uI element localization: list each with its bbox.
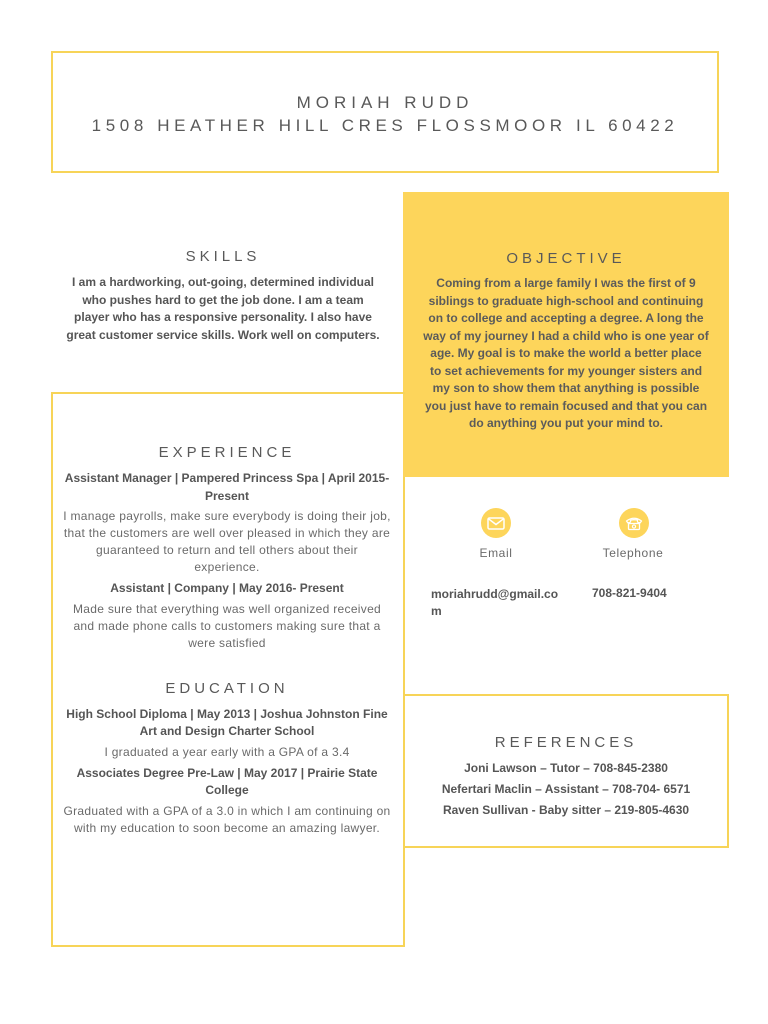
education-heading: High School Diploma | May 2013 | Joshua Johnston Fine Art and Design Charter School [66,706,388,738]
skills-text: I am a hardworking, out-going, determined individual who pushes hard to get the job done. I am a team player who has a responsive personality. I also have great customer service skills. Work well on computers. [66,275,380,342]
skills-section [64,248,382,344]
experience-heading: Assistant | Company | May 2016- Present [110,581,344,595]
objective-panel [403,192,729,477]
education-heading: Associates Degree Pre-Law | May 2017 | Prairie State College [76,765,378,797]
envelope-icon [487,517,505,530]
reference-item: Raven Sullivan - Baby sitter – 219-805-4630 [442,803,690,817]
resume-address: 1508 HEATHER HILL CRES FLOSSMOOR IL 60422 [91,116,679,135]
references-title: REFERENCES [494,734,638,751]
experience-item [62,470,392,576]
email-icon-circle [481,508,511,538]
experience-description: I manage payrolls, make sure everybody is doing their job, that the customers are well over pleased in which they are guaranteed to return and tell others about their experience. [63,509,391,574]
telephone-value[interactable]: 708-821-9404 [592,586,667,600]
experience-education-content [62,444,392,841]
references-box [403,694,729,848]
objective-text: Coming from a large family I was the first of 9 siblings to graduate high-school and continuing on to college and accepting a degree. A long the way of my journey I had a child who is one year of age. My goal is to make the world a better place to set achievements for my younger sisters and my son to show them that anything is possible you just have to remain focused and that you can do anything you put your mind to. [423,276,709,430]
experience-description: Made sure that everything was well organized received and made phone calls to customers making sure that a were satisfied [72,601,382,650]
education-description: I graduated a year early with a GPA of a 3.4 [104,744,350,759]
objective-title: OBJECTIVE [506,250,626,267]
education-description: Graduated with a GPA of a 3.0 in which I am continuing on with my education to soon become an amazing lawyer. [63,803,391,835]
telephone-label: Telephone [602,546,664,560]
email-label: Email [479,546,513,560]
education-title: EDUCATION [165,679,289,697]
divider-line [403,848,405,947]
references-list [405,758,727,821]
skills-title: SKILLS [185,248,261,265]
experience-item [62,580,392,652]
experience-title: EXPERIENCE [158,444,296,461]
email-value[interactable]: moriahrudd@gmail.com [431,587,559,618]
education-item [62,706,392,761]
reference-item: Nefertari Maclin – Assistant – 708-704- 6571 [441,782,691,796]
reference-item: Joni Lawson – Tutor – 708-845-2380 [464,761,668,775]
experience-heading: Assistant Manager | Pampered Princess Spa | April 2015- Present [64,471,390,503]
resume-name: MORIAH RUDD [296,93,474,112]
education-item [62,765,392,837]
telephone-icon [625,516,643,531]
divider-line [403,477,405,694]
phone-icon-circle [619,508,649,538]
header-box [51,51,719,173]
